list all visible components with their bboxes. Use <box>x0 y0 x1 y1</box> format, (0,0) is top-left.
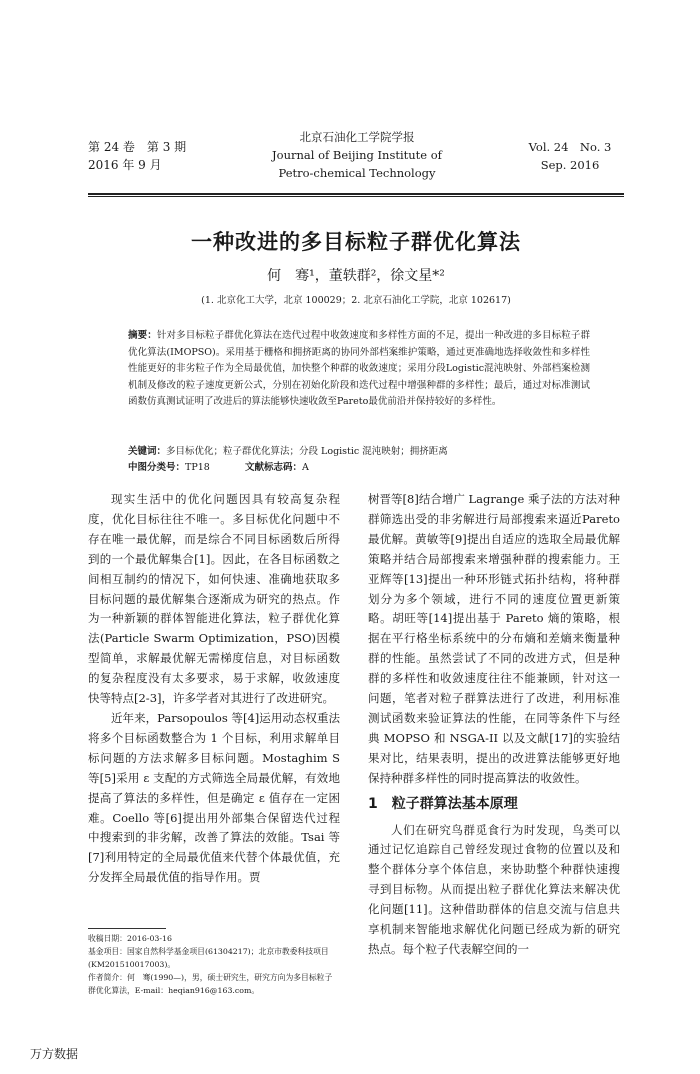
affiliation: (1. 北京化工大学，北京 100029；2. 北京石油化工学院，北京 102617) <box>201 295 511 306</box>
date-cn: 2016 年 9 月 <box>88 158 162 172</box>
keywords-label: 关键词： <box>128 446 167 457</box>
author-bio: 作者简介：何 骞(1990—)，男，硕士研究生，研究方向为多目标粒子群优化算法，E-mail：heqian916@163.com。 <box>88 973 333 995</box>
classification <box>128 460 590 476</box>
issue-info-en <box>520 138 620 174</box>
issue-info-cn <box>88 138 186 174</box>
doc-code-value: A <box>302 462 309 473</box>
footnotes <box>88 932 340 997</box>
intro-paragraph-1: 现实生活中的优化问题因具有较高复杂程度，优化目标往往不唯一。多目标优化问题中不存在唯一最优解，而是综合不同目标函数后所得到的一个最优解集合[1]。因此，在各目标函数之间相互制约的情况下，如何快速、准确地获取多目标问题的最优解集合逐渐成为研究的热点。作为一种新颖的群体智能进化算法，粒子群优化算法(Particle Swarm Optimization，PSO)因模型简单，求解最优解无需梯度信息，对目标函数的复杂程度没有太多要求，易于求解，收敛速度快等特点[2-3]，许多学者对其进行了改进研究。 <box>88 492 340 706</box>
journal-name-cn: 北京石油化工学院学报 <box>299 130 415 144</box>
section-1-paragraph: 人们在研究鸟群觅食行为时发现，鸟类可以通过记忆追踪自己曾经发现过食物的位置以及和整个群体分享个体信息，来协助整个种群快速搜寻到目标物。从而提出粒子群优化算法来解决优化问题[11]。这种借助群体的信息交流与信息共享机制来智能地求解优化问题已经成为新的研究热点。每个粒子代表解空间的一 <box>368 822 620 956</box>
abstract-text: 针对多目标粒子群优化算法在迭代过程中收敛速度和多样性方面的不足，提出一种改进的多目标粒子群优化算法(IMOPSO)。采用基于栅格和拥挤距离的协同外部档案维护策略，通过更准确地选择收敛性和多样性性能更好的非劣粒子作为全局最优值，加快整个种群的收敛速度；采用分段Logistic混沌映射、外部档案检测机制及修改的粒子速度更新公式，分别在初始化阶段和迭代过程中增强种群的多样性；最后，通过对标准测试函数仿真测试证明了改进后的算法能够快速收敛至Pareto最优前沿并保持较好的多样性。 <box>128 330 590 407</box>
footnote-rule <box>88 928 166 929</box>
volume-issue-cn: 第 24 卷 第 3 期 <box>88 140 187 154</box>
authors: 何 骞¹，董轶群²，徐文星*² <box>267 268 445 284</box>
doc-code-label: 文献标志码： <box>245 462 303 473</box>
header-rule-thick <box>88 193 624 195</box>
clc-label: 中图分类号： <box>128 462 186 473</box>
fund-info: 基金项目：国家自然科学基金项目(61304217)；北京市教委科技项目(KM201510017003)。 <box>88 947 329 969</box>
journal-name <box>262 128 452 182</box>
volume-issue-en: Vol. 24 No. 3 <box>528 140 612 154</box>
body-column-left <box>88 490 340 888</box>
abstract-label: 摘要： <box>128 330 157 341</box>
intro-paragraph-2: 近年来，Parsopoulos 等[4]运用动态权重法将多个目标函数整合为 1 个目标，利用求解单目标问题的方法求解多目标问题。Mostaghim S 等[5]采用 ε 支配的方式筛选全局最优解，有效地提高了算法的多样性，但是确定 ε 值存在一定困难。Coello 等[6]提出用外部集合保留迭代过程中搜索到的非劣解，改善了算法的效能。Tsai 等[7]利用特定的全局最优值来代替个体最优值，充分发挥全局最优值的指导作用。贾 <box>88 710 340 885</box>
date-en: Sep. 2016 <box>540 158 600 172</box>
clc-value: TP18 <box>185 462 210 473</box>
received-date: 收稿日期：2016-03-16 <box>88 934 172 943</box>
paper-title: 一种改进的多目标粒子群优化算法 <box>191 230 521 254</box>
abstract <box>128 328 590 411</box>
keywords <box>128 444 590 460</box>
journal-name-en-line1: Journal of Beijing Institute of <box>272 148 442 162</box>
journal-name-en-line2: Petro-chemical Technology <box>278 166 436 180</box>
watermark-footer: 万方数据 <box>30 1047 79 1061</box>
section-heading-1: 1 粒子群算法基本原理 <box>368 795 518 812</box>
intro-paragraph-3: 树晋等[8]结合增广 Lagrange 乘子法的方法对种群筛选出受的非劣解进行局部搜索来逼近Pareto最优解。黄敏等[9]提出自适应的选取全局最优解策略并结合局部搜索来增强种群的搜索能力。王亚辉等[13]提出一种环形链式拓扑结构，将种群划分为多个领域，进行不同的速度位置更新策略。胡旺等[14]提出基于 Pareto 熵的策略，根据在平行格坐标系统中的分布熵和差熵来衡量种群的性能。虽然尝试了不同的改进方式，但是种群的多样性和收敛速度往往不能兼顾，针对这一问题，笔者对粒子群算法进行了改进，利用标准测试函数来验证算法的性能，在同等条件下与经典 MOPSO 和 NSGA-II 以及文献[17]的实验结果对比，结果表明，提出的改进算法能够更好地保持种群多样性的同时提高算法的收敛性。 <box>368 492 620 785</box>
body-column-right <box>368 490 620 960</box>
header-rule-thin <box>88 196 624 197</box>
keywords-text: 多目标优化；粒子群优化算法；分段 Logistic 混沌映射；拥挤距离 <box>166 446 448 457</box>
